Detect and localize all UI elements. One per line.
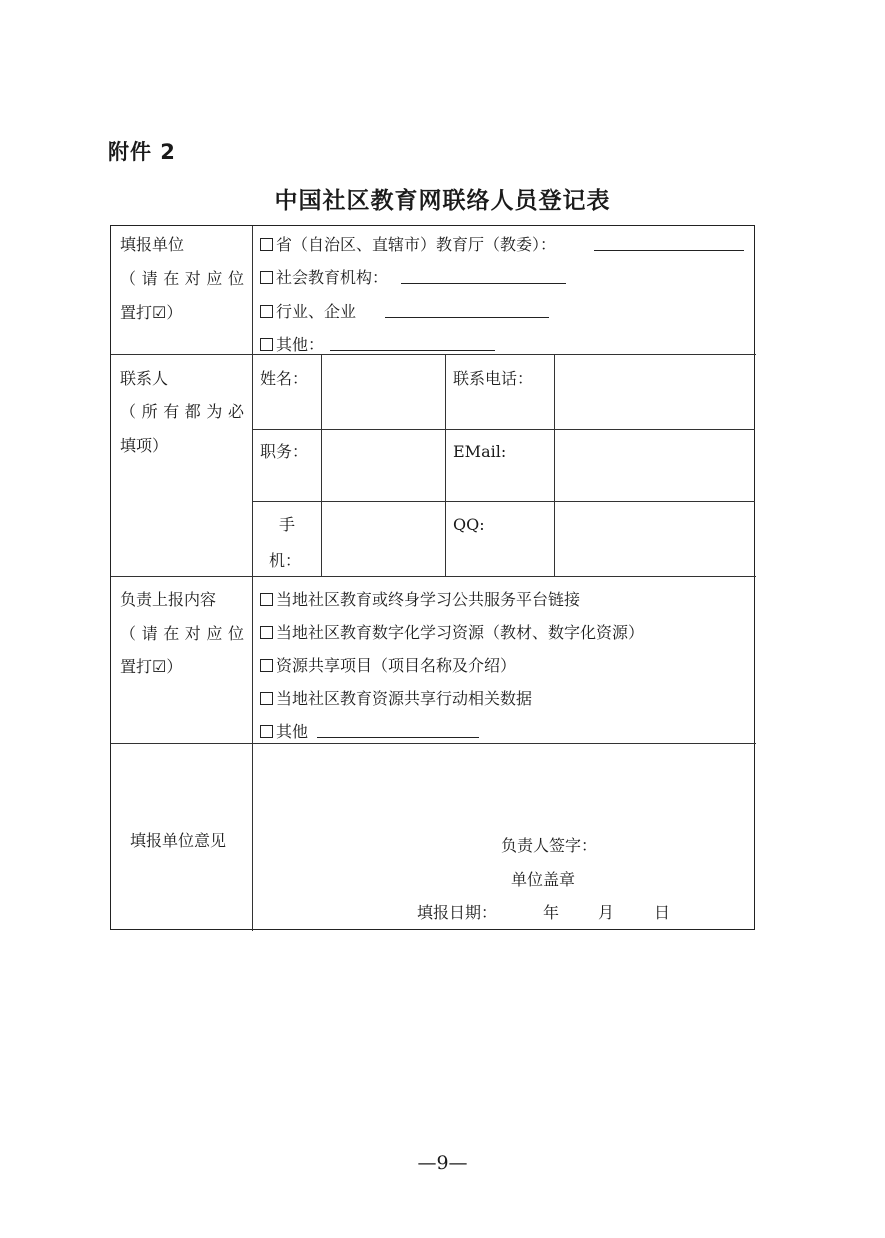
name-field[interactable] [322, 355, 444, 428]
position-label: 职务： [260, 442, 309, 461]
report-section-label: 负责上报内容 [120, 590, 217, 609]
checkbox[interactable] [260, 659, 273, 672]
report-option-label: 当地社区教育资源共享行动相关数据 [276, 689, 533, 708]
checkbox[interactable] [260, 692, 273, 705]
qq-label: QQ: [453, 515, 485, 534]
report-other-blank[interactable] [317, 723, 479, 738]
mobile-label: 手 [279, 515, 296, 534]
unit-option-label: 其他： [276, 335, 325, 354]
unit-option-education-dept[interactable] [260, 235, 556, 255]
opinion-section-label: 填报单位意见 [130, 831, 227, 850]
checkbox[interactable] [260, 626, 273, 639]
opinion-field[interactable] [253, 744, 755, 840]
contact-section-label: 联系人 [120, 369, 169, 388]
name-label: 姓名： [260, 369, 309, 388]
checkbox[interactable] [260, 725, 273, 738]
report-option-label: 其他 [276, 722, 309, 741]
form-title: 中国社区教育网联络人员登记表 [274, 187, 611, 214]
report-option-label: 当地社区教育或终身学习公共服务平台链接 [276, 590, 581, 609]
unit-option-label: 行业、企业 [276, 302, 357, 321]
email-field[interactable] [555, 430, 754, 500]
attachment-label: 附件 2 [108, 140, 176, 164]
checkbox[interactable] [260, 271, 273, 284]
page-number: —9— [417, 1152, 468, 1174]
contact-section-hint-end: 填项） [120, 436, 169, 455]
unit-option-social-institution[interactable] [260, 268, 388, 288]
checkbox[interactable] [260, 305, 273, 318]
unit-option-label: 省（自治区、直辖市）教育厅（教委）： [276, 235, 557, 254]
report-option-digital-resources[interactable] [260, 623, 644, 643]
unit-section-hint: （请在对应位 [120, 269, 244, 288]
contact-section-hint: （所有都为必 [120, 402, 244, 421]
checkbox[interactable] [260, 593, 273, 606]
industry-blank[interactable] [385, 303, 549, 318]
unit-option-label: 社会教育机构： [276, 268, 389, 287]
report-option-platform-link[interactable] [260, 590, 580, 610]
email-label: EMail: [453, 442, 507, 461]
report-option-label: 当地社区教育数字化学习资源（教材、数字化资源） [276, 623, 645, 642]
social-institution-blank[interactable] [401, 269, 566, 284]
unit-section-hint-end: 置打☑） [120, 303, 183, 322]
education-dept-blank[interactable] [594, 236, 744, 251]
unit-option-other[interactable] [260, 335, 324, 355]
date-year: 年 [543, 903, 560, 922]
report-section-hint-end: 置打☑） [120, 657, 183, 676]
report-option-other[interactable] [260, 722, 308, 742]
checkbox[interactable] [260, 338, 273, 351]
report-option-label: 资源共享项目（项目名称及介绍） [276, 656, 517, 675]
report-option-shared-projects[interactable] [260, 656, 516, 676]
date-label: 填报日期： [417, 903, 498, 922]
checkbox[interactable] [260, 238, 273, 251]
mobile-field[interactable] [322, 502, 444, 575]
seal-label: 单位盖章 [511, 870, 576, 889]
position-field[interactable] [322, 430, 444, 500]
phone-label: 联系电话： [453, 369, 534, 388]
phone-field[interactable] [555, 355, 754, 428]
signature-label: 负责人签字： [501, 836, 598, 855]
report-section-hint: （请在对应位 [120, 624, 244, 643]
row-divider [111, 576, 756, 577]
unit-other-blank[interactable] [330, 336, 495, 351]
report-option-action-data[interactable] [260, 689, 532, 709]
contact-column-divider [445, 354, 446, 576]
registration-form [110, 225, 755, 930]
date-day: 日 [654, 903, 671, 922]
unit-option-industry[interactable] [260, 302, 356, 322]
mobile-label-end: 机： [269, 551, 302, 570]
date-month: 月 [598, 903, 615, 922]
unit-section-label: 填报单位 [120, 235, 185, 254]
qq-field[interactable] [555, 502, 754, 575]
